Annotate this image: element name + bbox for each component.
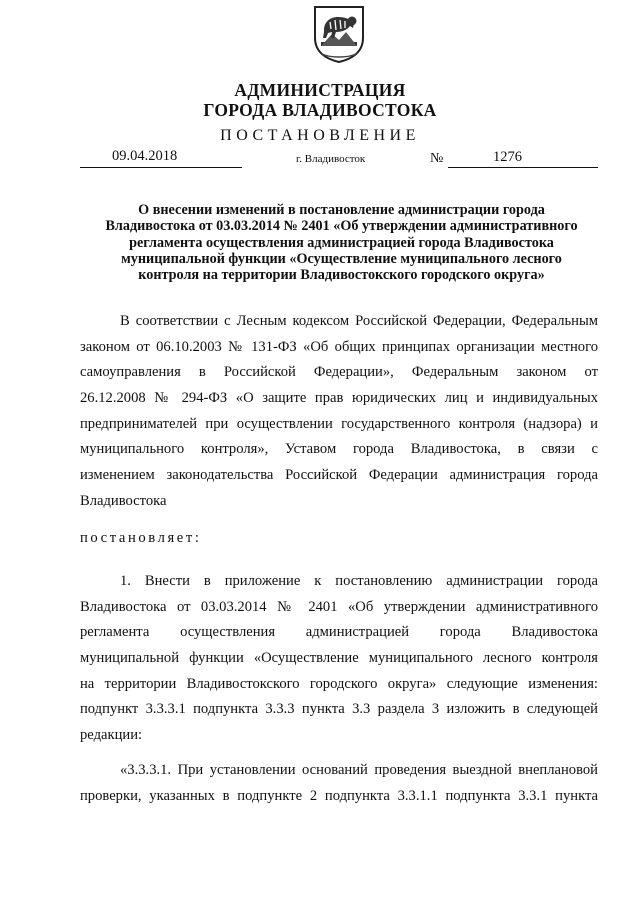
quoted-subparagraph: [80, 758, 598, 809]
date-underline: [80, 167, 242, 168]
text-line: 1. Внести в приложение к постановлению администрации города: [120, 573, 598, 589]
text-line: муниципальной функции «Осуществление муниципального лесного контроля: [80, 650, 598, 667]
number-underline: [448, 167, 598, 168]
document-type: ПОСТАНОВЛЕНИЕ: [220, 127, 420, 144]
organization-name-line2: ГОРОДА ВЛАДИВОСТОКА: [203, 100, 437, 120]
title-line: О внесении изменений в постановление администрации города: [138, 202, 545, 218]
text-line: самоуправления в Российской Федерации», Федеральным законом от: [80, 364, 598, 381]
text-line: Владивостока от 03.03.2014 № 2401 «Об утверждении административного: [80, 598, 598, 615]
title-line: регламента осуществления администрацией города Владивостока: [129, 234, 554, 251]
title-line: Владивостока от 03.03.2014 № 2401 «Об утверждении административного: [105, 218, 578, 235]
text-line: «3.3.3.1. При установлении оснований проведения выездной внеплановой: [120, 762, 598, 778]
text-line: проверки, указанных в подпункте 2 подпункта 3.3.1.1 подпункта 3.3.1 пункта: [80, 787, 598, 804]
text-line: В соответствии с Лесным кодексом Российской Федерации, Федеральным: [120, 313, 598, 329]
preamble-paragraph: [80, 309, 598, 515]
title-line: контроля на территории Владивостокского городского округа»: [138, 267, 545, 284]
organization-name-line1: АДМИНИСТРАЦИЯ: [234, 80, 406, 100]
document-number: 1276: [493, 149, 522, 165]
document-date: 09.04.2018: [112, 148, 178, 164]
text-line: Владивостока: [80, 492, 167, 509]
number-label: №: [430, 151, 444, 166]
text-line: муниципального контроля», Уставом города Владивостока, в связи с: [80, 441, 598, 458]
text-line: подпункт 3.3.3.1 подпункта 3.3.3 пункта 3.3 раздела 3 изложить в следующей: [80, 701, 598, 718]
title-line: муниципальной функции «Осуществление муниципального лесного: [121, 250, 562, 267]
document-city: г. Владивосток: [296, 153, 366, 165]
document-title: [80, 202, 603, 283]
text-line: 26.12.2008 № 294-ФЗ «О защите прав юридических лиц и индивидуальных: [80, 390, 598, 407]
text-line: регламента осуществления администрацией города Владивостока: [80, 624, 598, 641]
text-line: изменением законодательства Российской Федерации администрация города: [80, 467, 598, 484]
resolves-word: постановляет:: [80, 530, 202, 546]
text-line: редакции:: [80, 727, 143, 744]
text-line: предпринимателей при осуществлении государственного контроля (надзора) и: [80, 415, 598, 432]
item-1-paragraph: [80, 569, 598, 749]
city-coat-of-arms-icon: [312, 4, 366, 64]
text-line: на территории Владивостокского городского округа» следующие изменения:: [80, 675, 598, 692]
text-line: законом от 06.10.2003 № 131-ФЗ «Об общих принципах организации местного: [80, 338, 598, 355]
